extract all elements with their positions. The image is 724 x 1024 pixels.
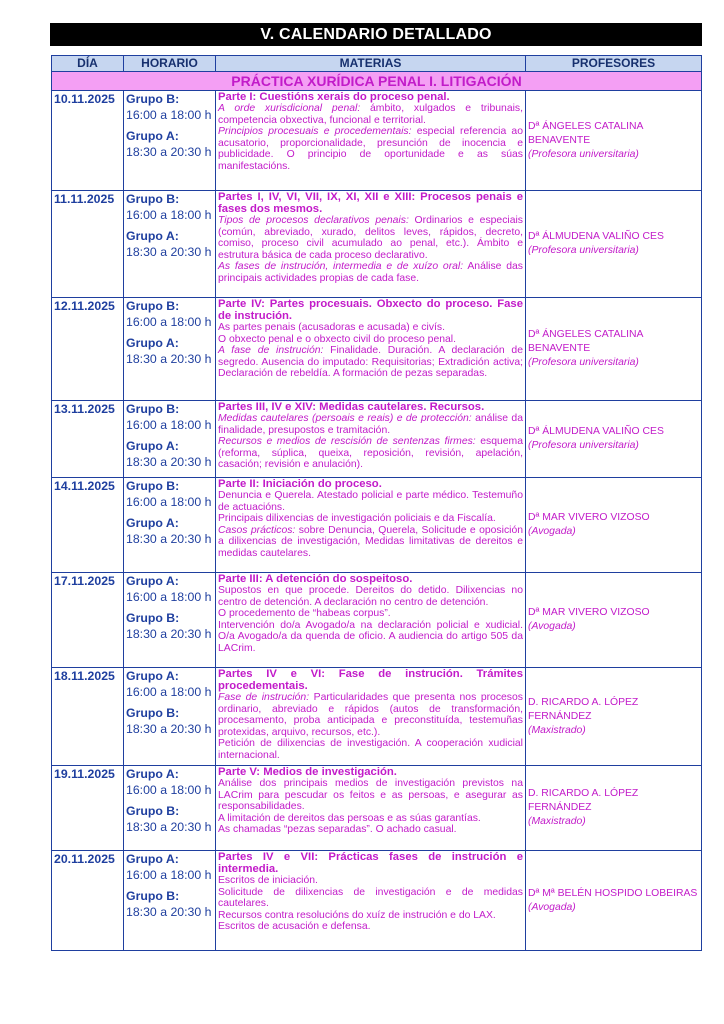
subject-line-text: O obxecto penal e o obxecto civil do proceso penal. (218, 333, 456, 345)
subject-heading: Partes IV e VI: Fase de instrución. Trámites procedementais. (218, 668, 523, 692)
group-1-hours: 16:00 a 18:00 h (126, 590, 212, 604)
row-date: 18.11.2025 (52, 668, 124, 766)
row-subjects (216, 478, 526, 573)
group-1-label: Grupo A: (126, 852, 179, 866)
subject-heading: Parte IV: Partes procesuais. Obxecto do proceso. Fase de instrución. (218, 298, 523, 322)
subject-line (218, 345, 523, 380)
group-1-label: Grupo B: (126, 92, 180, 106)
subject-line-text: Denuncia e Querela. Atestado policial e parte médico. Testemuño de actuacións. (218, 490, 523, 513)
row-teacher (526, 851, 702, 951)
subject-line (218, 608, 523, 620)
teacher-name: Dª ÁLMUDENA VALIÑO CES (528, 231, 664, 242)
subject-line (218, 778, 523, 813)
subject-line (218, 921, 523, 933)
subject-line-text: Análise dos principais medios de investigación previstos na LACrim para pescudar os feitos e as persoas, e asegurar as responsabilidades. (218, 778, 523, 812)
subject-line (218, 692, 523, 738)
group-2-label: Grupo A: (126, 129, 179, 143)
row-schedule (124, 401, 216, 478)
group-1-hours: 16:00 a 18:00 h (126, 685, 212, 699)
subject-line-text: Solicitude de dilixencias de investigación e de medidas cautelares. (218, 886, 523, 909)
teacher-name: Dª ÁNGELES CATALINA BENAVENTE (528, 329, 643, 354)
row-date: 20.11.2025 (52, 851, 124, 951)
subject-line (218, 261, 523, 284)
subject-line-text: análise da finalidade, presupostos e tramitación. (218, 413, 523, 436)
group-1-hours: 16:00 a 18:00 h (126, 208, 212, 222)
teacher-role: (Avogada) (528, 901, 576, 913)
subject-line-emphasis: A fase de instrución: (218, 345, 324, 356)
course-row (52, 72, 702, 91)
group-2-label: Grupo A: (126, 336, 179, 350)
subject-heading: Partes I, IV, VI, VII, IX, XI, XII e XIII: Procesos penais e fases dos mesmos. (218, 191, 523, 215)
row-subjects (216, 298, 526, 401)
subject-line-emphasis: Medidas cautelares (persoais e reais) e de protección: (218, 413, 472, 424)
subject-line-text: Finalidade. Duración. A declaración de segredo. Ausencia do imputado: Requisitorias; Extradición activa; Declaración de rebeldía. A formación de pezas separadas. (218, 345, 523, 379)
row-subjects (216, 668, 526, 766)
subject-line-text: Escritos de acusación e defensa. (218, 921, 371, 932)
group-1-hours: 16:00 a 18:00 h (126, 418, 212, 432)
subject-line-emphasis: Fase de instrución: (218, 692, 310, 703)
teacher-name: D. RICARDO A. LÓPEZ FERNÁNDEZ (528, 788, 639, 813)
schedule-row (52, 91, 702, 191)
subject-line (218, 413, 523, 436)
subject-line-emphasis: Tipos de procesos declarativos penais: (218, 215, 409, 226)
subject-line (218, 875, 523, 887)
subject-line-text: Petición de dilixencias de investigación. A cooperación xudicial internacional. (218, 738, 523, 761)
subject-line-text: Supostos en que procede. Dereitos do detido. Dilixencias no centro de detención. A declaración no centro de detención. (218, 585, 523, 608)
subject-line-emphasis: As fases de instrución, intermedia e de xuízo oral: (218, 261, 464, 272)
schedule-row (52, 191, 702, 298)
header-schedule: HORARIO (124, 56, 216, 72)
group-2-label: Grupo B: (126, 889, 180, 903)
subject-heading: Parte III: A detención do sospeitoso. (218, 573, 413, 585)
subject-line (218, 620, 523, 655)
row-schedule (124, 668, 216, 766)
group-1-label: Grupo B: (126, 402, 180, 416)
group-1-hours: 16:00 a 18:00 h (126, 783, 212, 797)
subject-line-text: sobre Denuncia, Querela, Solicitude e oposición a dilixencias de investigación, Medidas limitativas de dereitos e medidas cautelares. (218, 524, 523, 559)
subject-line (218, 585, 523, 608)
subject-line-text: Análise das principais actividades propias de cada fase. (218, 261, 523, 284)
subject-line-text: Recursos contra resolucións do xuíz de instrución e do LAX. (218, 909, 496, 921)
row-teacher (526, 478, 702, 573)
subject-line (218, 322, 523, 334)
group-1-label: Grupo B: (126, 192, 180, 206)
group-2-hours: 18:30 a 20:30 h (126, 245, 212, 259)
row-teacher (526, 668, 702, 766)
row-schedule (124, 191, 216, 298)
group-1-hours: 16:00 a 18:00 h (126, 108, 212, 122)
subject-line (218, 887, 523, 910)
subject-line-text: Principais dilixencias de investigación policiais e da Fiscalía. (218, 513, 496, 524)
teacher-name: Dª ÁLMUDENA VALIÑO CES (528, 426, 664, 437)
teacher-name: Dª MAR VIVERO VIZOSO (528, 607, 650, 618)
header-subjects: MATERIAS (216, 56, 526, 72)
subject-line-emphasis: Recursos e medios de rescisión de sentenzas firmes: (218, 436, 476, 447)
schedule-row (52, 478, 702, 573)
subject-line-text: especial referencia ao acusatorio, proporcionalidade, presunción de inocencia e publicidade. O principio de oportunidade e as súas manifestacións. (218, 126, 523, 172)
schedule-row (52, 766, 702, 851)
teacher-role: (Profesora universitaria) (528, 357, 639, 368)
group-2-label: Grupo A: (126, 516, 179, 530)
group-2-label: Grupo A: (126, 439, 179, 453)
group-2-hours: 18:30 a 20:30 h (126, 627, 212, 641)
group-2-label: Grupo B: (126, 804, 180, 818)
row-date: 11.11.2025 (52, 191, 124, 298)
row-schedule (124, 851, 216, 951)
subject-heading: Parte II: Iniciación do proceso. (218, 478, 382, 490)
subject-heading: Partes IV e VII: Prácticas fases de instrución e intermedia. (218, 851, 523, 875)
schedule-row (52, 573, 702, 668)
subject-line (218, 490, 523, 513)
group-1-label: Grupo A: (126, 669, 179, 683)
teacher-role: (Profesora universitaria) (528, 440, 639, 451)
teacher-name: Dª ÁNGELES CATALINA BENAVENTE (528, 120, 643, 146)
schedule-row (52, 401, 702, 478)
row-subjects (216, 191, 526, 298)
header-row (52, 56, 702, 72)
group-2-hours: 18:30 a 20:30 h (126, 455, 212, 469)
subject-heading: Partes III, IV e XIV: Medidas cautelares. Recursos. (218, 401, 485, 413)
group-2-hours: 18:30 a 20:30 h (126, 145, 212, 159)
subject-line-text: Particularidades que presenta nos procesos ordinario, abreviado e rápidos (autos de transformación, procesamento, proba anticipada e preconstituída, testemuñas protexidas, arquivo, recursos, etc.). (218, 692, 523, 738)
row-date: 14.11.2025 (52, 478, 124, 573)
teacher-role: (Profesora universitaria) (528, 148, 639, 160)
teacher-name: Dª MAR VIVERO VIZOSO (528, 512, 650, 523)
teacher-role: (Maxistrado) (528, 816, 586, 827)
group-2-label: Grupo B: (126, 611, 180, 625)
subject-line-text: ámbito, xulgados e tribunais, competencia obxectiva, funcional e territorial. (218, 103, 523, 126)
subject-line (218, 215, 523, 261)
row-schedule (124, 573, 216, 668)
header-teachers: PROFESORES (526, 56, 702, 72)
group-1-label: Grupo A: (126, 767, 179, 781)
group-2-hours: 18:30 a 20:30 h (126, 352, 212, 366)
group-1-hours: 16:00 a 18:00 h (126, 315, 212, 329)
group-2-hours: 18:30 a 20:30 h (126, 532, 212, 546)
subject-line-text: Ordinarios e especiais (común, abreviado, xurado, delitos leves, rápidos, decreto, comiso, proceso civil acumulado ao penal, etc.). Ámbito e estrutura básica de cada proceso declarativo. (218, 215, 523, 261)
schedule-row (52, 668, 702, 766)
row-schedule (124, 766, 216, 851)
subject-line-emphasis: A orde xurisdicional penal: (218, 103, 361, 114)
teacher-name: D. RICARDO A. LÓPEZ FERNÁNDEZ (528, 696, 639, 722)
subject-line-text: esquema (reforma, súplica, queixa, reposición, revisión, apelación, casación; revisión e anulación). (218, 436, 523, 470)
subject-line-emphasis: Casos prácticos: (218, 524, 296, 536)
row-date: 19.11.2025 (52, 766, 124, 851)
subject-line-text: O procedemento de “habeas corpus”. (218, 608, 391, 619)
subject-line-text: As chamadas “pezas separadas”. O achado casual. (218, 824, 457, 835)
subject-line (218, 824, 523, 836)
row-date: 13.11.2025 (52, 401, 124, 478)
teacher-name: Dª Mª BELÉN HOSPIDO LOBEIRAS (528, 887, 698, 899)
subject-line-text: A limitación de dereitos das persoas e as súas garantías. (218, 812, 481, 824)
row-date: 10.11.2025 (52, 91, 124, 191)
subject-heading: Parte I: Cuestións xerais do proceso penal. (218, 91, 450, 103)
subject-heading: Parte V: Medios de investigación. (218, 766, 397, 778)
subject-line (218, 103, 523, 126)
group-2-hours: 18:30 a 20:30 h (126, 722, 212, 736)
section-title: V. CALENDARIO DETALLADO (50, 23, 702, 46)
teacher-role: (Maxistrado) (528, 724, 586, 736)
subject-line (218, 525, 523, 560)
subject-line-emphasis: Principios procesuais e procedementais: (218, 126, 412, 137)
group-2-hours: 18:30 a 20:30 h (126, 905, 212, 919)
row-teacher (526, 91, 702, 191)
subject-line (218, 436, 523, 471)
row-teacher (526, 573, 702, 668)
header-day: DÍA (52, 56, 124, 72)
row-teacher (526, 191, 702, 298)
group-2-hours: 18:30 a 20:30 h (126, 820, 212, 834)
group-2-label: Grupo A: (126, 229, 179, 243)
teacher-role: (Avogada) (528, 621, 576, 632)
row-subjects (216, 91, 526, 191)
group-2-label: Grupo B: (126, 706, 180, 720)
row-schedule (124, 298, 216, 401)
group-1-label: Grupo B: (126, 479, 180, 493)
schedule-row (52, 851, 702, 951)
group-1-hours: 16:00 a 18:00 h (126, 868, 212, 882)
teacher-role: (Profesora universitaria) (528, 245, 639, 256)
subject-line (218, 738, 523, 761)
row-schedule (124, 478, 216, 573)
subject-line-text: As partes penais (acusadoras e acusada) e civís. (218, 322, 445, 333)
row-teacher (526, 766, 702, 851)
row-subjects (216, 766, 526, 851)
group-1-label: Grupo A: (126, 574, 179, 588)
subject-line-text: Intervención do/a Avogado/a na declaración policial e xudicial. O/a Avogado/a da quenda de oficio. A audiencia do artigo 505 da LACrim. (218, 619, 523, 654)
calendar-table (51, 55, 702, 951)
row-subjects (216, 401, 526, 478)
row-date: 12.11.2025 (52, 298, 124, 401)
subject-line (218, 334, 523, 346)
teacher-role: (Avogada) (528, 526, 576, 537)
row-teacher (526, 401, 702, 478)
row-subjects (216, 851, 526, 951)
row-date: 17.11.2025 (52, 573, 124, 668)
row-schedule (124, 91, 216, 191)
subject-line-text: Escritos de iniciación. (218, 875, 318, 886)
group-1-hours: 16:00 a 18:00 h (126, 495, 212, 509)
subject-line (218, 910, 523, 922)
group-1-label: Grupo B: (126, 299, 180, 313)
course-title: PRÁCTICA XURÍDICA PENAL I. LITIGACIÓN (52, 72, 702, 91)
subject-line (218, 813, 523, 825)
subject-line (218, 126, 523, 172)
row-teacher (526, 298, 702, 401)
schedule-row (52, 298, 702, 401)
subject-line (218, 513, 523, 525)
row-subjects (216, 573, 526, 668)
